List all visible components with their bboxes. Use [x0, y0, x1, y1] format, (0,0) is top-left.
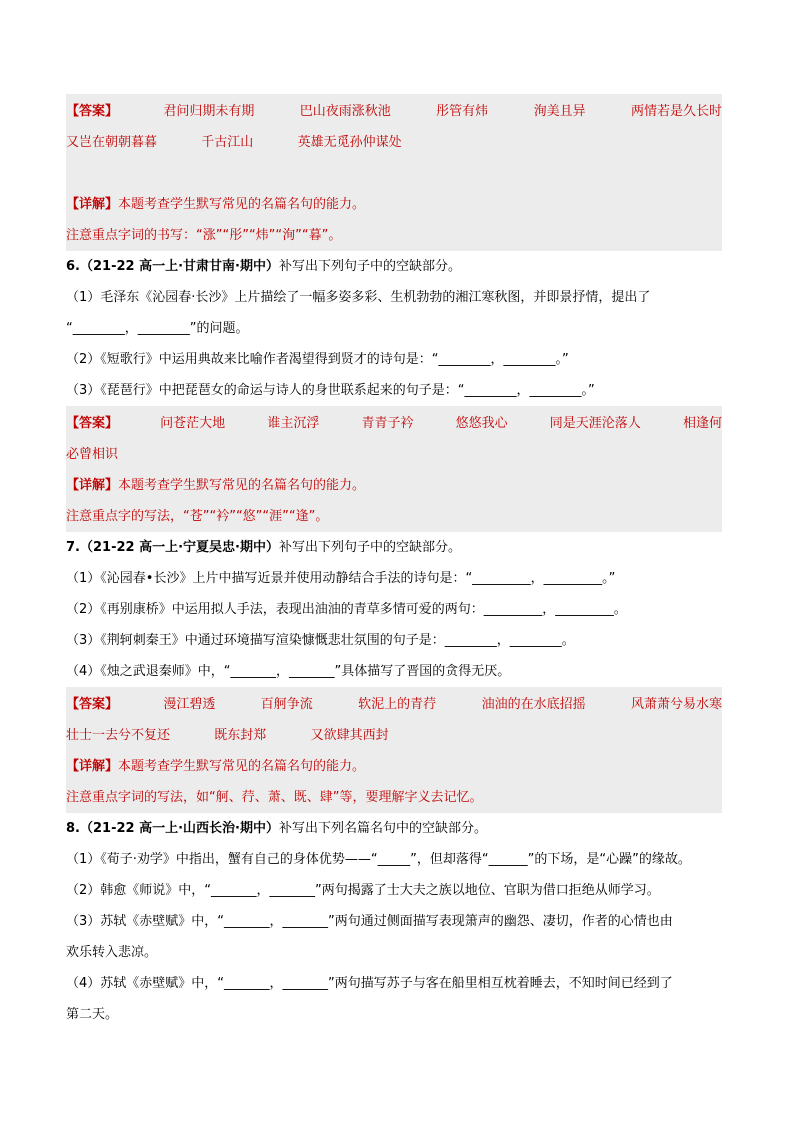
answer-row-1 [66, 408, 722, 439]
question-item: 欢乐转入悲凉。 [66, 945, 158, 960]
answer-row-1 [66, 96, 722, 127]
detail-text: 本题考查学生默写常见的名篇名句的能力。 [118, 478, 366, 493]
question-item: （4）苏轼《赤壁赋》中，“_______，_______”两句描写苏子与客在船里相互枕着睡去，不知时间已经到了 [66, 976, 673, 991]
question-item: （1）《沁园春•长沙》上片中描写近景并使用动静结合手法的诗句是：“_________，_________。” [66, 571, 616, 586]
answer-box-q6 [66, 406, 722, 532]
answer-label: 【答案】 [66, 697, 119, 712]
detail-text: 本题考查学生默写常见的名篇名句的能力。 [118, 759, 366, 774]
detail-text: 本题考查学生默写常见的名篇名句的能力。 [118, 197, 366, 212]
question-header [66, 251, 722, 282]
answer-item: 问苍茫大地 [160, 416, 226, 431]
question-item: 第二天。 [66, 1007, 119, 1022]
answer-box-q5 [66, 94, 722, 251]
question-item: （3）《荆轲刺秦王》中通过环境描写渲染慷慨悲壮氛围的句子是：________，________。 [66, 633, 575, 648]
question-instruction: 补写出下列句子中的空缺部分。 [278, 259, 461, 274]
note-line: 注意重点字的写法，“苍”“衿”“悠”“涯”“逢”。 [66, 509, 329, 524]
answer-item: 漫江碧透 [163, 697, 216, 712]
question-item: （2）《再别康桥》中运用拟人手法，表现出油油的青草多情可爱的两句：_________，_________。 [66, 602, 627, 617]
answer-item: 谁主沉浮 [267, 416, 320, 431]
question-instruction: 补写出下列名篇名句中的空缺部分。 [278, 821, 487, 836]
note-line: 注意重点字词的书写：“涨”“彤”“炜”“洵”“暮”。 [66, 228, 342, 243]
detail-line [66, 189, 722, 220]
answer-item: 又岂在朝朝暮暮 [66, 135, 158, 150]
question-item: （1）《荀子·劝学》中指出，蟹有自己的身体优势——“_____”，但却落得“______”的下场，是“心躁”的缘故。 [66, 852, 691, 867]
question-instruction: 补写出下列句子中的空缺部分。 [278, 540, 461, 555]
answer-item: 彤管有炜 [436, 104, 489, 119]
answer-row-2 [66, 720, 722, 751]
answer-item: 油油的在水底招摇 [481, 697, 586, 712]
question-header [66, 813, 722, 844]
question-number: 7. [66, 540, 80, 555]
note-line: 注意重点字词的写法，如“舸、荇、萧、既、肆”等，要理解字义去记忆。 [66, 790, 483, 805]
answer-item: 又欲肆其西封 [310, 728, 389, 743]
answer-item: 千古江山 [201, 135, 254, 150]
detail-label: 【详解】 [66, 759, 119, 774]
question-item: （3）《琵琶行》中把琵琶女的命运与诗人的身世联系起来的句子是：“________，________。” [66, 383, 595, 398]
detail-line [66, 751, 722, 782]
question-7 [66, 532, 722, 687]
page-content [66, 94, 722, 1030]
question-source: （21-22 高一上·甘肃甘南·期中） [79, 259, 279, 274]
answer-item: 风萧萧兮易水寒 [630, 697, 722, 712]
question-item: （2）韩愈《师说》中，“_______，_______”两句揭露了士大夫之族以地位、官职为借口拒绝从师学习。 [66, 883, 660, 898]
question-6 [66, 251, 722, 406]
answer-row-2 [66, 127, 722, 158]
answer-item: 相逢何 [682, 416, 722, 431]
answer-item: 悠悠我心 [455, 416, 508, 431]
answer-item: 英雄无觅孙仲谋处 [297, 135, 402, 150]
answer-row-2: 必曾相识 [66, 447, 119, 462]
question-item: （2）《短歌行》中运用典故来比喻作者渴望得到贤才的诗句是：“________，________。” [66, 352, 569, 367]
answer-row-1 [66, 689, 722, 720]
question-source: （21-22 高一上·宁夏吴忠·期中） [79, 540, 279, 555]
question-8 [66, 813, 722, 1030]
question-item: （3）苏轼《赤壁赋》中，“_______，_______”两句通过侧面描写表现箫声的幽怨、凄切，作者的心情也由 [66, 914, 673, 929]
answer-item: 两情若是久长时 [630, 104, 722, 119]
answer-item: 君问归期未有期 [163, 104, 255, 119]
question-item: “________，________”的问题。 [66, 321, 249, 336]
answer-item: 同是天涯沦落人 [549, 416, 641, 431]
question-item: （1）毛泽东《沁园春·长沙》上片描绘了一幅多姿多彩、生机勃勃的湘江寒秋图，并即景抒情，提出了 [66, 290, 651, 305]
question-source: （21-22 高一上·山西长治·期中） [79, 821, 279, 836]
question-number: 6. [66, 259, 80, 274]
question-item: （4）《烛之武退秦师》中，“_______，_______”具体描写了晋国的贪得无厌。 [66, 664, 511, 679]
answer-label: 【答案】 [66, 416, 119, 431]
detail-line [66, 470, 722, 501]
answer-item: 既东封郑 [214, 728, 267, 743]
detail-label: 【详解】 [66, 478, 119, 493]
question-number: 8. [66, 821, 80, 836]
answer-item: 洵美且异 [533, 104, 586, 119]
answer-item: 壮士一去兮不复还 [66, 728, 171, 743]
answer-box-q7 [66, 687, 722, 813]
answer-label: 【答案】 [66, 104, 119, 119]
answer-item: 青青子衿 [361, 416, 414, 431]
answer-item: 巴山夜雨涨秋池 [299, 104, 391, 119]
question-header [66, 532, 722, 563]
answer-item: 百舸争流 [260, 697, 313, 712]
answer-item: 软泥上的青荇 [358, 697, 437, 712]
detail-label: 【详解】 [66, 197, 119, 212]
